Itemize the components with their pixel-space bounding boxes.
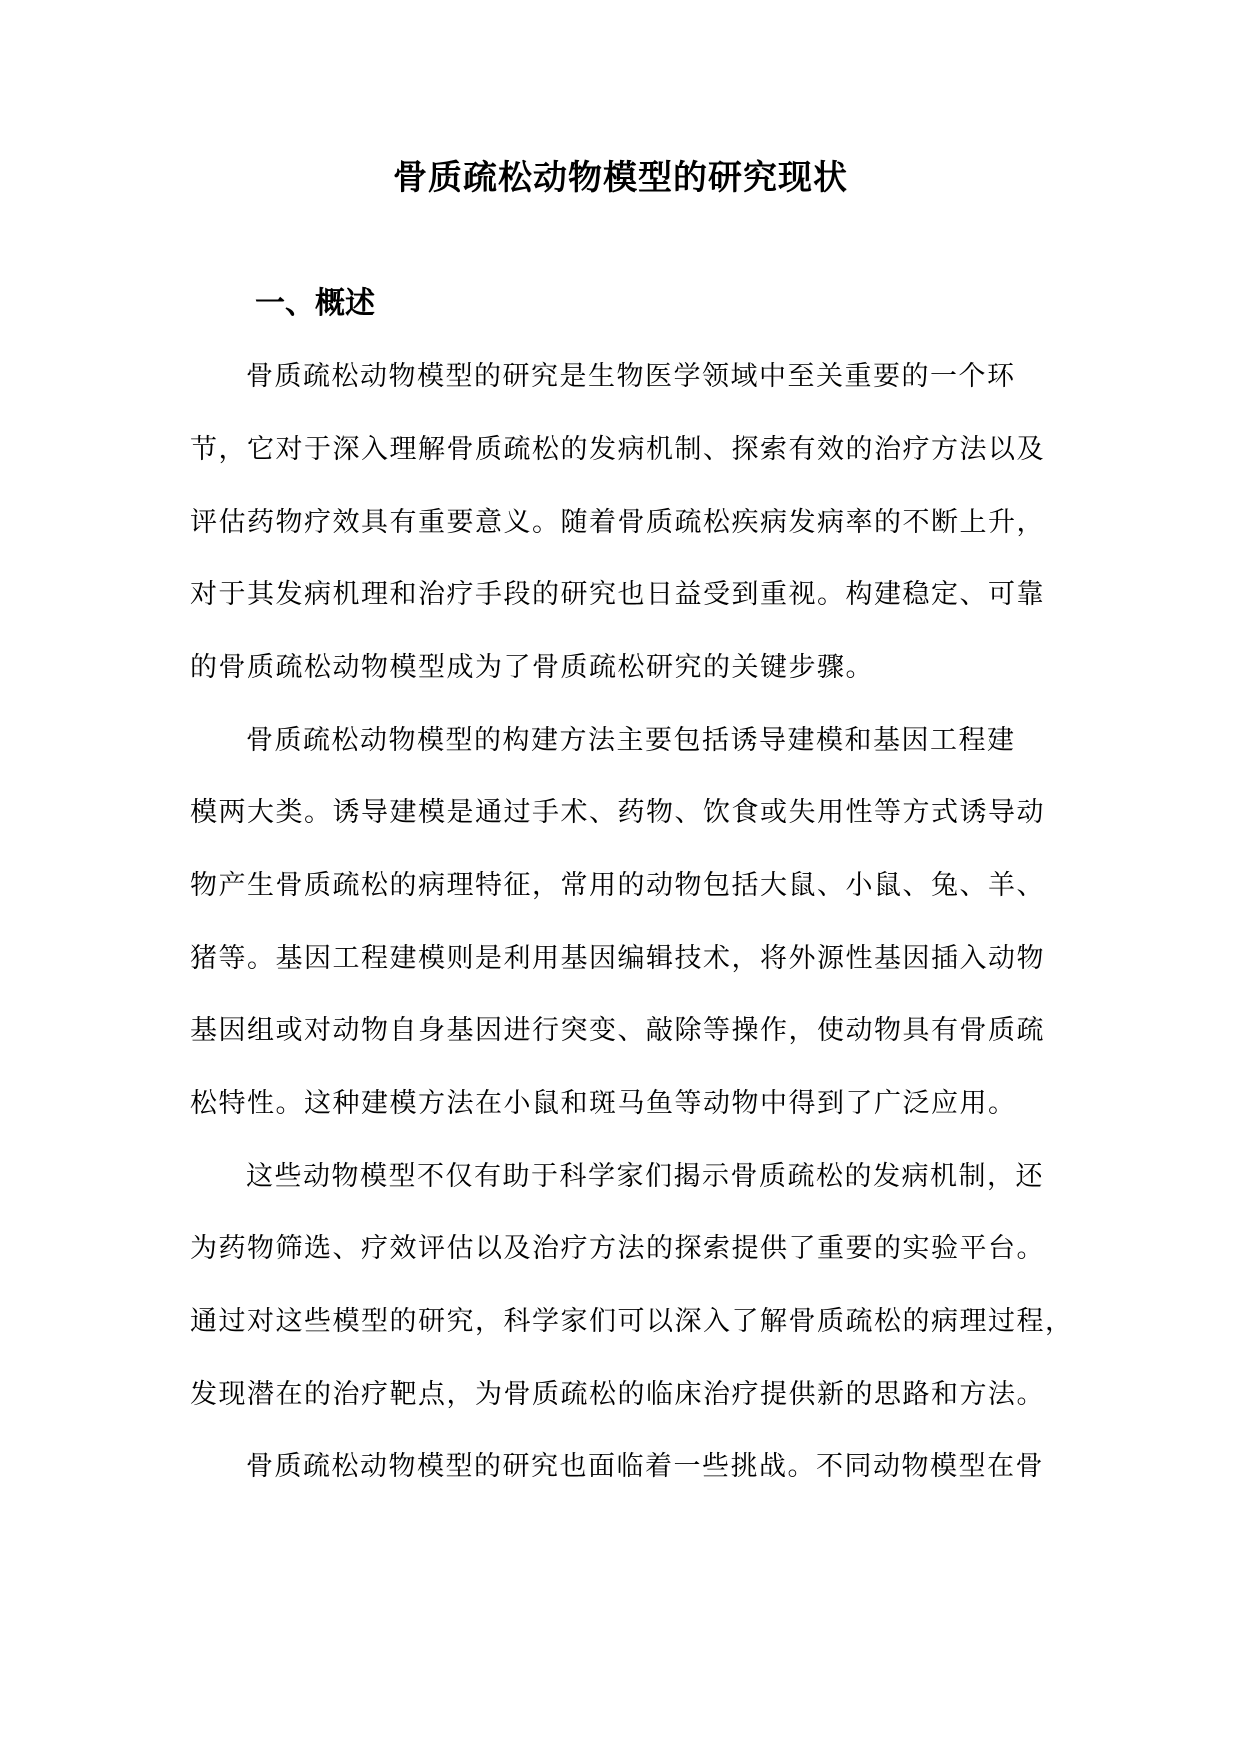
paragraph-line: 基因组或对动物自身基因进行突变、敲除等操作，使动物具有骨质疏 <box>190 1015 1045 1046</box>
paragraph-line: 猪等。基因工程建模则是利用基因编辑技术，将外源性基因插入动物 <box>190 943 1045 974</box>
paragraph-line: 松特性。这种建模方法在小鼠和斑马鱼等动物中得到了广泛应用。 <box>190 1088 1017 1119</box>
paragraph-line: 对于其发病机理和治疗手段的研究也日益受到重视。构建稳定、可靠 <box>190 579 1045 610</box>
paragraph-line: 这些动物模型不仅有助于科学家们揭示骨质疏松的发病机制，还 <box>246 1161 1044 1192</box>
paragraph-line: 骨质疏松动物模型的研究是生物医学领域中至关重要的一个环 <box>246 361 1016 392</box>
paragraph-line: 评估药物疗效具有重要意义。随着骨质疏松疾病发病率的不断上升， <box>190 507 1045 538</box>
paragraph-line: 骨质疏松动物模型的构建方法主要包括诱导建模和基因工程建 <box>246 725 1016 756</box>
paragraph-line: 骨质疏松动物模型的研究也面临着一些挑战。不同动物模型在骨 <box>246 1451 1044 1482</box>
paragraph-line: 的骨质疏松动物模型成为了骨质疏松研究的关键步骤。 <box>190 652 874 683</box>
paragraph-line: 物产生骨质疏松的病理特征，常用的动物包括大鼠、小鼠、兔、羊、 <box>190 870 1045 901</box>
section-heading: 一、概述 <box>255 286 375 321</box>
document-title: 骨质疏松动物模型的研究现状 <box>393 158 848 198</box>
paragraph-line: 模两大类。诱导建模是通过手术、药物、饮食或失用性等方式诱导动 <box>190 797 1045 828</box>
paragraph-line: 通过对这些模型的研究，科学家们可以深入了解骨质疏松的病理过程， <box>190 1306 1074 1337</box>
paragraph-line: 为药物筛选、疗效评估以及治疗方法的探索提供了重要的实验平台。 <box>190 1233 1045 1264</box>
paragraph-line: 节，它对于深入理解骨质疏松的发病机制、探索有效的治疗方法以及 <box>190 434 1045 465</box>
paragraph-line: 发现潜在的治疗靶点，为骨质疏松的临床治疗提供新的思路和方法。 <box>190 1379 1045 1410</box>
